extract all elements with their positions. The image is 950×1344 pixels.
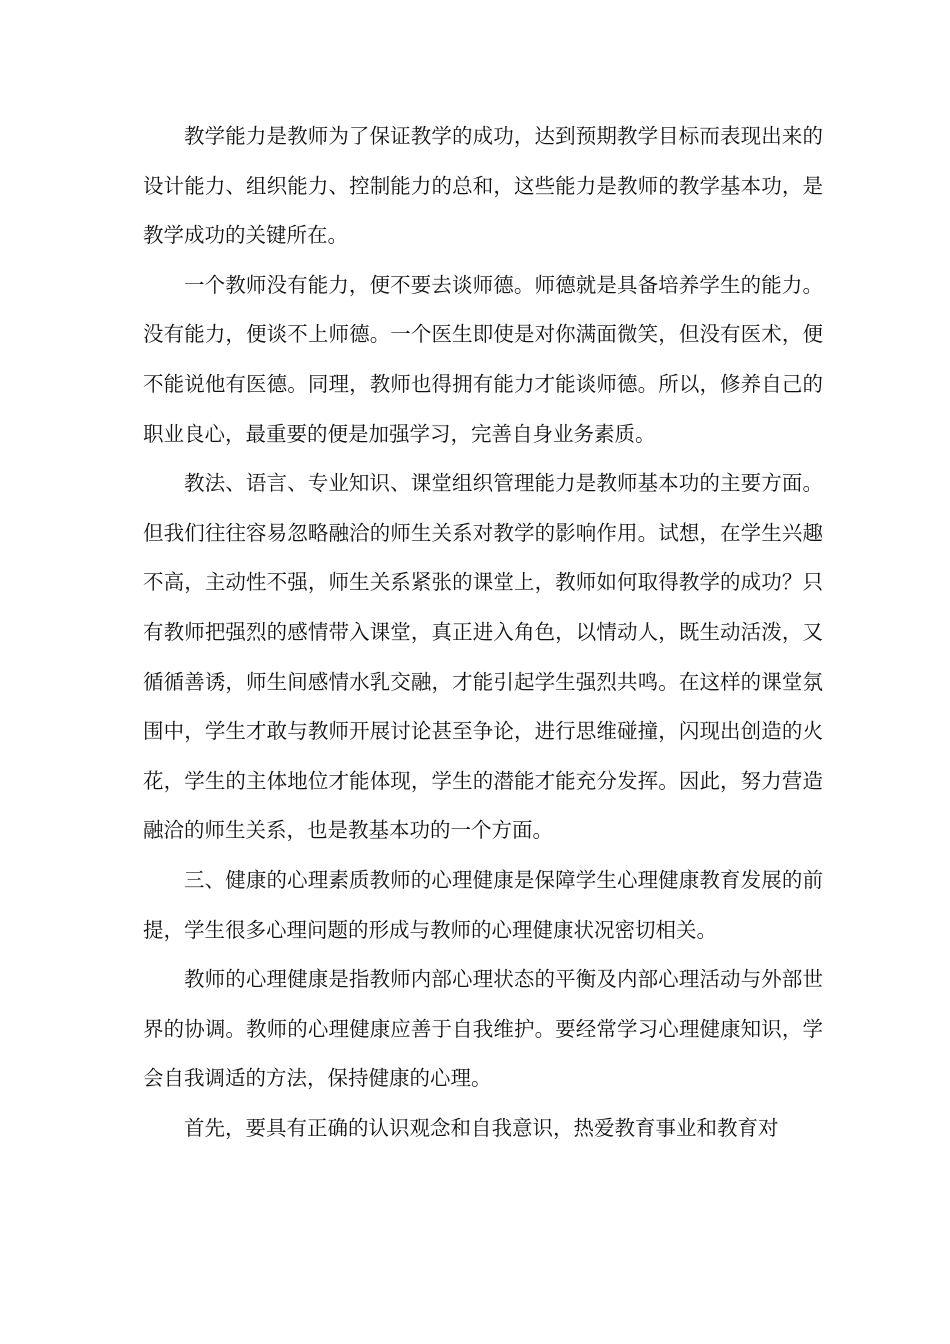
paragraph-first-point: 首先，要具有正确的认识观念和自我意识，热爱教育事业和教育对 <box>184 1115 779 1140</box>
paragraph-mental-health-definition: 教师的心理健康是指教师内部心理状态的平衡及内部心理活动与外部世界的协调。教师的心理健康应善于自我维护。要经常学习心理健康知识，学会自我调适的方法，保持健康的心理。 <box>143 967 823 1091</box>
document-body <box>143 112 823 1153</box>
paragraph-teacher-student-relationship: 教法、语言、专业知识、课堂组织管理能力是教师基本功的主要方面。但我们往往容易忽略融洽的师生关系对教学的影响作用。试想，在学生兴趣不高，主动性不强，师生关系紧张的课堂上，教师如何取得教学的成功？只有教师把强烈的感情带入课堂，真正进入角色，以情动人，既生动活泼，又循循善诱，师生间感情水乳交融，才能引起学生强烈共鸣。在这样的课堂氛围中，学生才敢与教师开展讨论甚至争论，进行思维碰撞，闪现出创造的火花，学生的主体地位才能体现，学生的潜能才能充分发挥。因此，努力营造融洽的师生关系，也是教基本功的一个方面。 <box>143 471 823 843</box>
paragraph-teaching-ability: 教学能力是教师为了保证教学的成功，达到预期教学目标而表现出来的设计能力、组织能力、控制能力的总和，这些能力是教师的教学基本功，是教学成功的关键所在。 <box>143 124 823 248</box>
paragraph-mental-health-heading: 三、健康的心理素质教师的心理健康是保障学生心理健康教育发展的前提，学生很多心理问题的形成与教师的心理健康状况密切相关。 <box>143 867 823 942</box>
paragraph-teacher-ethics: 一个教师没有能力，便不要去谈师德。师德就是具备培养学生的能力。没有能力，便谈不上师德。一个医生即使是对你满面微笑，但没有医术，便不能说他有医德。同理，教师也得拥有能力才能谈师德。所以，修养自己的职业良心，最重要的便是加强学习，完善自身业务素质。 <box>143 272 823 446</box>
